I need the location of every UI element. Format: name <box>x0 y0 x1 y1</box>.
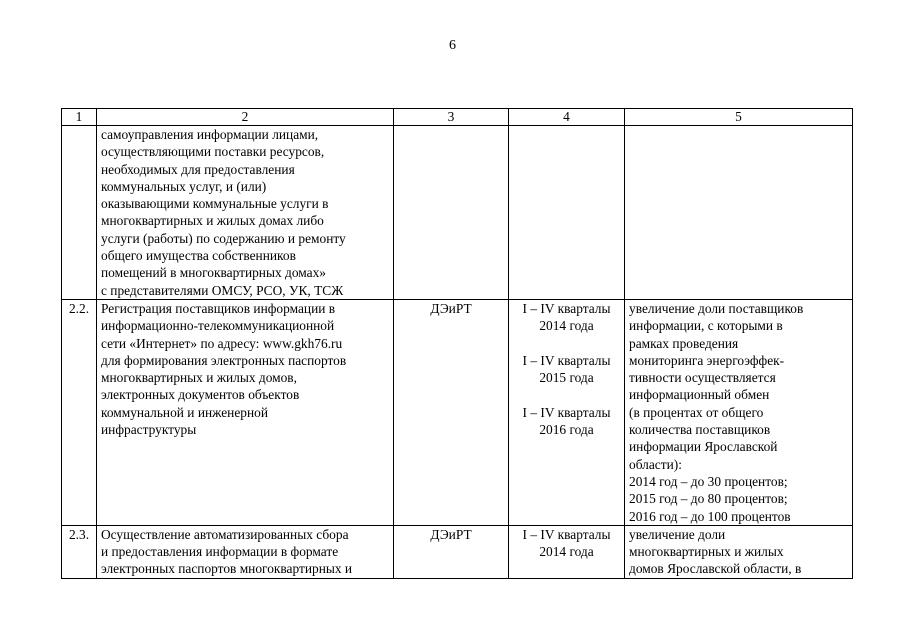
text-line: услуги (работы) по содержанию и ремонту <box>101 230 346 246</box>
spacer <box>513 386 620 403</box>
text-line: (в процентах от общего <box>629 404 764 420</box>
text-line: с представителями ОМСУ, РСО, УК, ТСЖ <box>101 282 344 298</box>
text-line: 2014 год – до 30 процентов; <box>629 473 788 489</box>
spacer <box>513 335 620 352</box>
text-line: для формирования электронных паспортов <box>101 352 347 368</box>
text-line: электронных паспортов многоквартирных и <box>101 561 353 577</box>
text-line: тивности осуществляется <box>629 370 776 386</box>
text-line: количества поставщиков <box>629 422 771 438</box>
text-line: рамках проведения <box>629 335 739 351</box>
period-quarters: I – IV кварталы <box>522 300 611 316</box>
text-line: Регистрация поставщиков информации в <box>101 300 336 316</box>
cell-description <box>97 525 394 578</box>
text-line: 2016 год – до 100 процентов <box>629 508 791 524</box>
cell-period <box>509 299 625 525</box>
text-line: мониторинга энергоэффек- <box>629 352 785 368</box>
cell-result <box>625 525 853 578</box>
period-year: 2016 года <box>539 422 594 438</box>
text-line: многоквартирных и жилых <box>629 544 784 560</box>
text-line: помещений в многоквартирных домах» <box>101 265 326 281</box>
period-quarters: I – IV кварталы <box>522 526 611 542</box>
header-col-3: 3 <box>394 109 509 126</box>
text-line: электронных документов объектов <box>101 387 300 403</box>
header-col-1: 1 <box>62 109 97 126</box>
text-line: информации Ярославской <box>629 439 778 455</box>
text-line: осуществляющими поставки ресурсов, <box>101 144 325 160</box>
text-line: увеличение доли поставщиков <box>629 300 804 316</box>
table-row-2-2 <box>62 299 853 525</box>
text-line: коммунальной и инженерной <box>101 404 268 420</box>
cell-result <box>625 126 853 300</box>
page-number: 6 <box>449 38 456 53</box>
cell-period <box>509 525 625 578</box>
cell-executor <box>394 126 509 300</box>
table-row-continued <box>62 126 853 300</box>
text-line: самоуправления информации лицами, <box>101 127 319 142</box>
period-year: 2014 года <box>539 318 594 334</box>
cell-result <box>625 299 853 525</box>
text-line: сети «Интернет» по адресу: www.gkh76.ru <box>101 335 343 351</box>
header-row <box>62 109 853 126</box>
period-quarters: I – IV кварталы <box>522 404 611 420</box>
cell-num <box>62 126 97 300</box>
text-line: коммунальных услуг, и (или) <box>101 178 267 194</box>
period-year: 2015 года <box>539 370 594 386</box>
cell-executor: ДЭиРТ <box>394 299 509 525</box>
text-line: информационно-телекоммуникационной <box>101 318 335 334</box>
cell-num: 2.2. <box>62 299 97 525</box>
header-col-2: 2 <box>97 109 394 126</box>
header-col-4: 4 <box>509 109 625 126</box>
table-row-2-3 <box>62 525 853 578</box>
text-line: увеличение доли <box>629 526 726 542</box>
text-line: области): <box>629 456 682 472</box>
text-line: 2015 год – до 80 процентов; <box>629 491 788 507</box>
cell-period <box>509 126 625 300</box>
text-line: Осуществление автоматизированных сбора <box>101 526 349 542</box>
text-line: информации, с которыми в <box>629 318 783 334</box>
header-col-5: 5 <box>625 109 853 126</box>
text-line: оказывающими коммунальные услуги в <box>101 196 329 212</box>
cell-executor: ДЭиРТ <box>394 525 509 578</box>
cell-description <box>97 299 394 525</box>
text-line: многоквартирных и жилых домах либо <box>101 213 324 229</box>
text-line: необходимых для предоставления <box>101 161 295 177</box>
text-line: информационный обмен <box>629 387 770 403</box>
text-line: и предоставления информации в формате <box>101 544 339 560</box>
plan-table <box>61 108 853 579</box>
text-line: домов Ярославской области, в <box>629 561 802 577</box>
text-line: многоквартирных и жилых домов, <box>101 370 297 386</box>
text-line: общего имущества собственников <box>101 248 296 264</box>
cell-description <box>97 126 394 300</box>
text-line: инфраструктуры <box>101 422 197 438</box>
cell-num: 2.3. <box>62 525 97 578</box>
period-quarters: I – IV кварталы <box>522 352 611 368</box>
period-year: 2014 года <box>539 544 594 560</box>
